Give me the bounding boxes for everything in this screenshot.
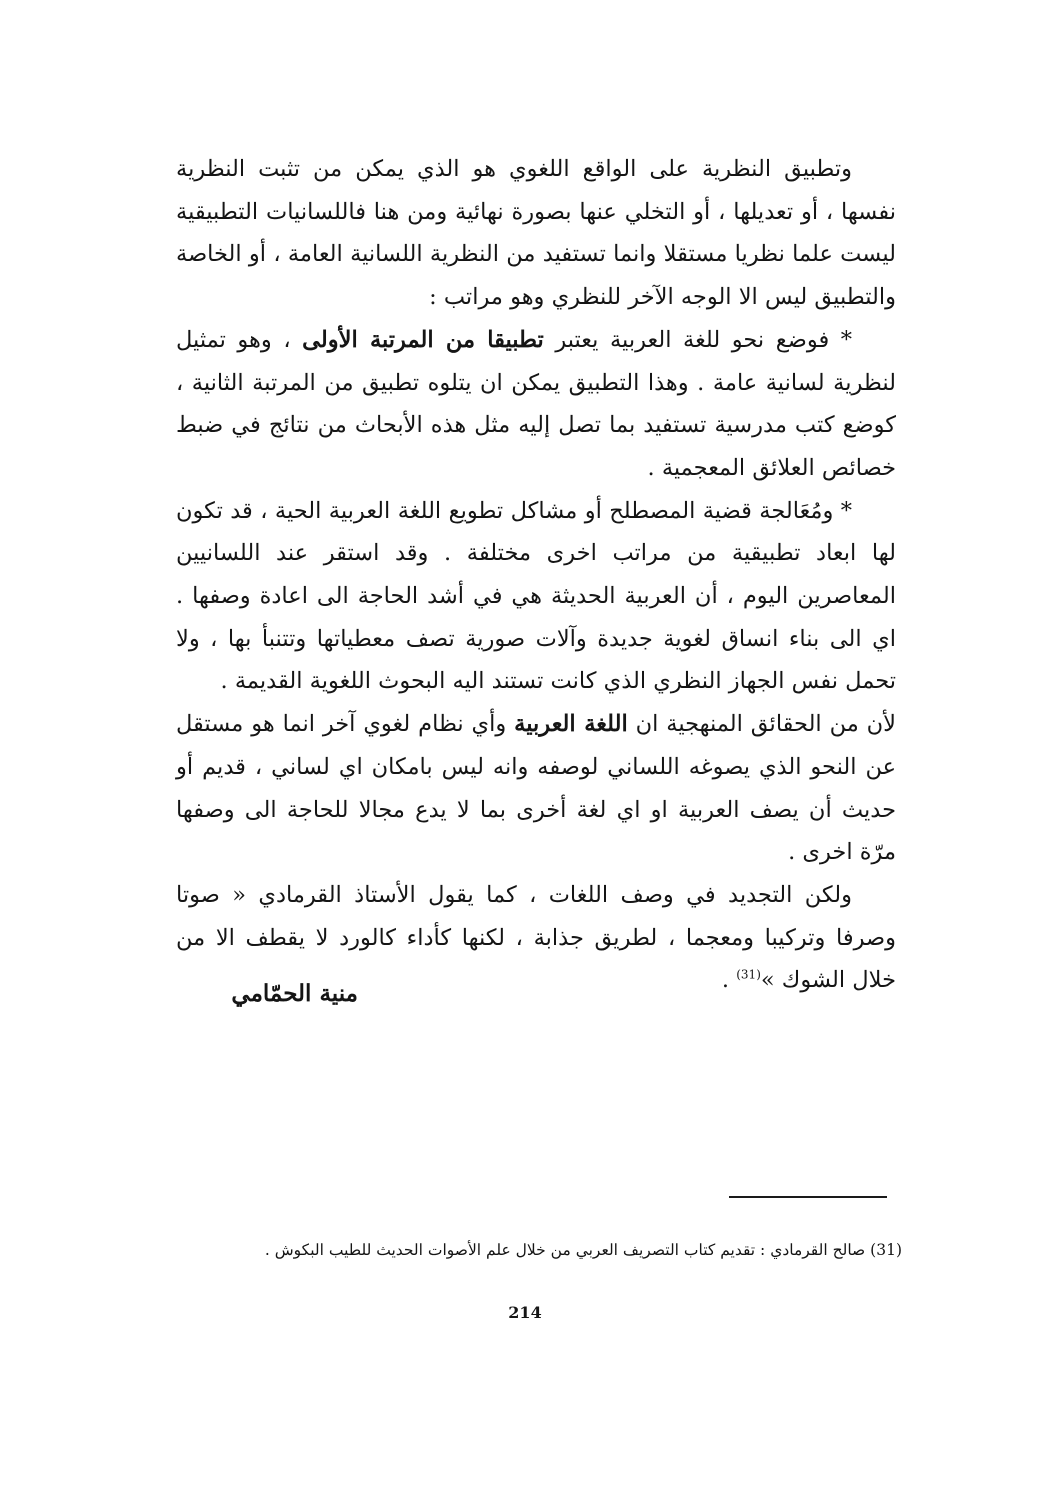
paragraph-2-end: ، وهو تمثيل لنظرية لسانية عامة . وهذا التطبيق يمكن ان يتلوه تطبيق من المرتبة الثانية ، كوضع كتب مدرسية تستفيد بما تصل إليه مثل هذه الأبحاث من نتائج في ضبط خصائص العلائق المعجمية . [176,326,896,481]
paragraph-4-end: وأي نظام لغوي آخر انما هو مستقل عن النحو الذي يصوغه اللساني لوصفه وانه ليس بامكان اي لساني ، قديم أو حديث أن يصف العربية او اي لغة أخرى بما لا يدع مجالا للحاجة الى وصفها مرّة اخرى . [176,711,896,866]
footnote: (31) صالح القرمادي : تقديم كتاب التصريف العربي من خلال علم الأصوات الحديث للطيب البكوش . [264,1241,902,1259]
paragraph-3: * ومُعَالجة قضية المصطلح أو مشاكل تطويع اللغة العربية الحية ، قد تكون لها ابعاد تطبيقية من مراتب اخرى مختلفة . وقد استقر عند اللسانيين المعاصرين اليوم ، أن العربية الحديثة هي في أشد الحاجة الى اعادة وصفها . اي الى بناء انساق لغوية جديدة وآلات صورية تصف معطياتها وتتنبأ بها ، ولا تحمل نفس الجهاز النظري الذي كانت تستند اليه البحوث اللغوية القديمة . [176,497,896,695]
paragraph-5-text: ولكن التجديد في وصف اللغات ، كما يقول الأستاذ القرمادي « صوتا وصرفا وتركيبا ومعجما ، لطريق جذابة ، لكنها كأداء كالورد لا يقطف الا من خلال الشوك » [176,881,896,994]
paragraph-4-emphasis: اللغة العربية [514,711,628,738]
paragraph-4-start: لأن من الحقائق المنهجية ان [627,711,896,738]
paragraph-2-start: * فوضع نحو للغة العربية يعتبر [543,326,852,353]
paragraph-2-emphasis: تطبيقا من المرتبة الأولى [302,326,544,353]
page-number: 214 [508,1303,542,1322]
paragraph-1: وتطبيق النظرية على الواقع اللغوي هو الذي يمكن من تثبت النظرية نفسها ، أو تعديلها ، أو التخلي عنها بصورة نهائية ومن هنا فاللسانيات التطبيقية ليست علما نظريا مستقلا وانما تستفيد من النظرية اللسانية العامة ، أو الخاصة والتطبيق ليس الا الوجه الآخر للنظري وهو مراتب : [176,156,896,311]
paragraph-2 [176,319,896,490]
footnote-reference: (31) [736,967,761,982]
author-signature: منية الحمّامي [231,980,358,1007]
paragraph-5-end: . [721,967,737,994]
footnote-divider [729,1196,887,1198]
body-text [176,148,896,1002]
paragraph-4 [176,703,896,874]
